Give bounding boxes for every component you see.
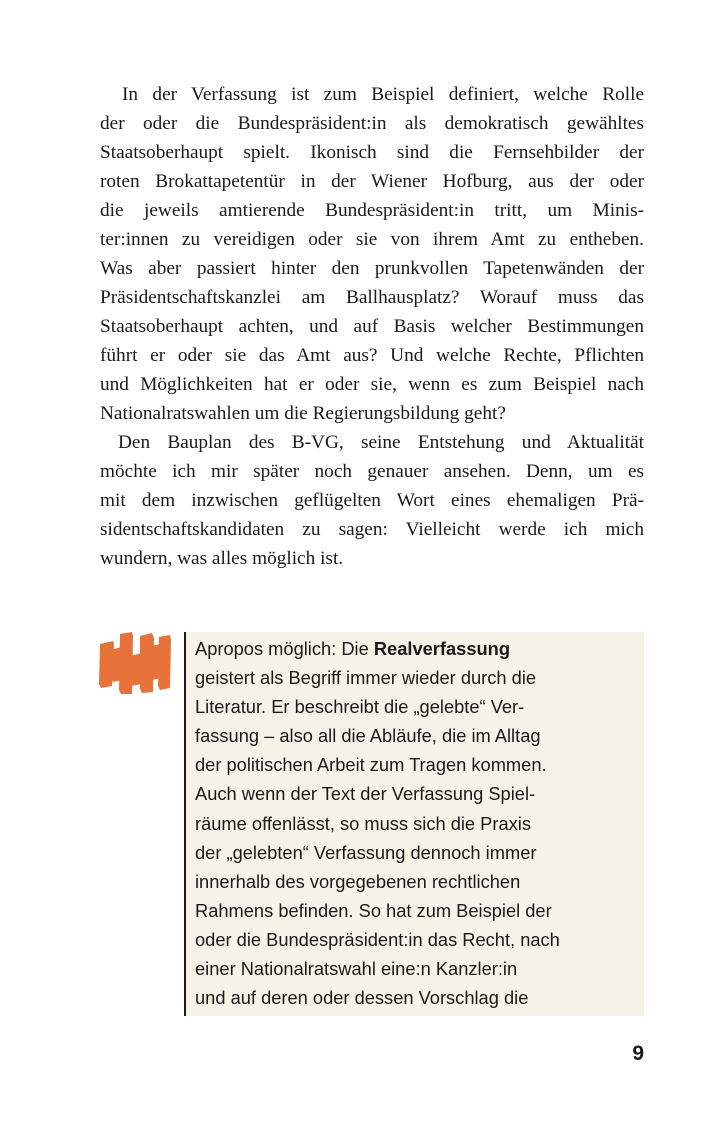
text-line: und Möglichkeiten hat er oder sie, wenn es zum Beispiel nach [100, 374, 644, 395]
text-line: Nationalratswahlen um die Regierungsbildung geht? [100, 403, 506, 424]
info-box-line: der politischen Arbeit zum Tragen kommen. [195, 754, 547, 776]
text-line: Den Bauplan des B-VG, seine Entstehung und Aktualität [118, 432, 644, 453]
text-line: der oder die Bundespräsident:in als demokratisch gewähltes [100, 113, 644, 134]
text-line: Was aber passiert hinter den prunkvollen Tapetenwänden der [100, 258, 644, 279]
text-line: Staatsoberhaupt spielt. Ikonisch sind die Fernsehbilder der [100, 142, 644, 163]
page-number: 9 [632, 1042, 644, 1065]
info-box-line: einer Nationalratswahl eine:n Kanzler:in [195, 958, 518, 980]
text-line: wundern, was alles möglich ist. [100, 548, 344, 569]
info-box-line: der „gelebten“ Verfassung dennoch immer [195, 841, 537, 863]
info-box-keyword: Realverfassung [373, 638, 510, 659]
paragraph-2 [100, 428, 644, 573]
text-line: Präsidentschaftskanzlei am Ballhausplatz? Worauf muss das [100, 287, 644, 308]
text-line: In der Verfassung ist zum Beispiel definiert, welche Rolle [122, 84, 644, 105]
info-box-line [195, 634, 635, 663]
info-box-line: innerhalb des vorgegebenen rechtlichen [195, 870, 521, 892]
info-box-line: Auch wenn der Text der Verfassung Spiel- [195, 783, 536, 805]
text-line: möchte ich mir später noch genauer ansehen. Denn, um es [100, 461, 644, 482]
info-box-prefix: Apropos möglich: Die [195, 638, 374, 659]
text-line: ter:innen zu vereidigen oder sie von ihrem Amt zu entheben. [100, 229, 644, 250]
text-line: führt er oder sie das Amt aus? Und welche Rechte, Pflichten [100, 345, 644, 366]
info-box-line: geistert als Begriff immer wieder durch die [195, 667, 537, 689]
main-text [100, 80, 644, 573]
info-box-line: oder die Bundespräsident:in das Recht, nach [195, 928, 560, 950]
text-line: sidentschaftskandidaten zu sagen: Vielleicht werde ich mich [100, 519, 644, 540]
text-line: mit dem inzwischen geflügelten Wort eines ehemaligen Prä- [100, 490, 644, 511]
info-box-line: räume offenlässt, so muss sich die Praxis [195, 812, 531, 834]
info-box-rule [184, 632, 186, 1016]
paragraph-1 [100, 80, 644, 428]
text-line: Staatsoberhaupt achten, und auf Basis welcher Bestimmungen [100, 316, 644, 337]
info-box-line: und auf deren oder dessen Vorschlag die [195, 987, 529, 1009]
info-box-line: Rahmens befinden. So hat zum Beispiel der [195, 899, 552, 921]
info-box-line: fassung – also all die Abläufe, die im Alltag [195, 725, 541, 747]
orange-brush-mark-icon [99, 632, 171, 694]
info-box-text [195, 634, 635, 1012]
text-line: die jeweils amtierende Bundespräsident:in tritt, um Minis- [100, 200, 644, 221]
info-box-line: Literatur. Er beschreibt die „gelebte“ Ver- [195, 696, 525, 718]
text-line: roten Brokattapetentür in der Wiener Hofburg, aus der oder [100, 171, 644, 192]
